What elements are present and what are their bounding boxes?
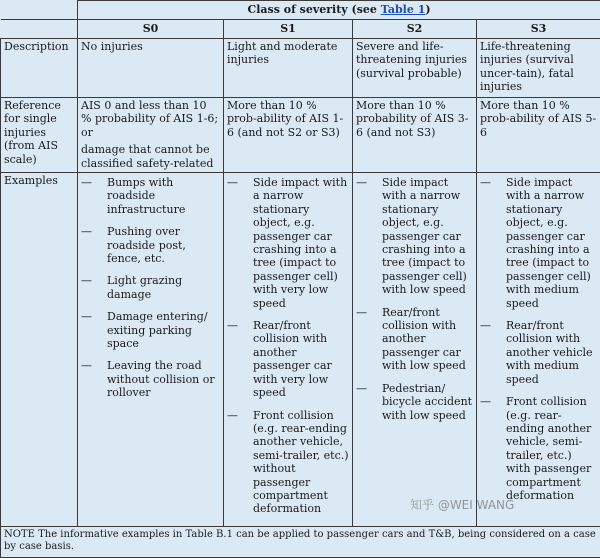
examples-s2-list <box>356 176 473 422</box>
example-item <box>227 319 349 399</box>
example-item <box>356 382 473 422</box>
example-text: Rear/front collision with another passenger car with very low speed <box>253 319 349 399</box>
examples-s3-list <box>480 176 597 502</box>
example-text: Side impact with a narrow stationary object, e.g. passenger car crashing into a tree (impact to passenger cell) with medium speed <box>506 176 597 310</box>
example-text: Front collision (e.g. rear-ending another vehicle, semi-trailer, etc.) without passenger compartment deformation <box>253 409 349 516</box>
examples-row <box>1 173 600 527</box>
examples-s2 <box>353 173 477 527</box>
level-s0: S0 <box>78 20 224 39</box>
examples-s0-list <box>81 176 220 400</box>
example-text: Bumps with roadside infrastructure <box>107 176 220 216</box>
example-item <box>81 310 220 350</box>
dash-bullet: — <box>480 176 506 310</box>
description-s2: Severe and life-threatening injuries (survival probable) <box>353 39 477 98</box>
example-text: Leaving the road without collision or rollover <box>107 359 220 399</box>
level-s3: S3 <box>477 20 600 39</box>
example-item <box>81 359 220 399</box>
example-item <box>480 176 597 310</box>
header-suffix: ) <box>425 3 430 16</box>
example-text: Damage entering/ exiting parking space <box>107 310 220 350</box>
reference-s0 <box>78 98 224 173</box>
note-text: NOTE The informative examples in Table B.1 can be applied to passenger cars and T&B, being considered on a case by case basis. <box>1 526 600 557</box>
reference-s0-line1: AIS 0 and less than 10 % probability of AIS 1-6; or <box>81 99 220 139</box>
example-item <box>356 176 473 297</box>
example-item <box>81 225 220 265</box>
dash-bullet: — <box>81 310 107 350</box>
example-item <box>81 274 220 301</box>
example-item <box>480 319 597 386</box>
level-s1: S1 <box>224 20 353 39</box>
example-text: Rear/front collision with another vehicle with medium speed <box>506 319 597 386</box>
example-item <box>227 176 349 310</box>
dash-bullet: — <box>356 306 382 373</box>
description-s0: No injuries <box>78 39 224 98</box>
header-text: Class of severity (see <box>247 3 380 16</box>
example-text: Front collision (e.g. rear-ending another vehicle, semi-trailer, etc.) with passenger compartment deformation <box>506 395 597 502</box>
example-text: Light grazing damage <box>107 274 220 301</box>
example-text: Side impact with a narrow stationary object, e.g. passenger car crashing into a tree (impact to passenger cell) with low speed <box>382 176 473 297</box>
examples-s3 <box>477 173 600 527</box>
note-row <box>1 526 600 557</box>
dash-bullet: — <box>356 382 382 422</box>
description-s3: Life-threatening injuries (survival uncer-tain), fatal injuries <box>477 39 600 98</box>
dash-bullet: — <box>81 176 107 216</box>
dash-bullet: — <box>227 176 253 310</box>
dash-bullet: — <box>81 225 107 265</box>
description-label: Description <box>1 39 78 98</box>
dash-bullet: — <box>480 395 506 502</box>
dash-bullet: — <box>81 359 107 399</box>
reference-s1: More than 10 % prob-ability of AIS 1-6 (and not S2 or S3) <box>224 98 353 173</box>
reference-s3: More than 10 % prob-ability of AIS 5-6 <box>477 98 600 173</box>
corner-blank-2 <box>1 20 78 39</box>
dash-bullet: — <box>227 409 253 516</box>
example-text: Side impact with a narrow stationary object, e.g. passenger car crashing into a tree (impact to passenger cell) with very low speed <box>253 176 349 310</box>
dash-bullet: — <box>356 176 382 297</box>
example-item <box>81 176 220 216</box>
watermark: 知乎 @WEI WANG <box>410 496 514 513</box>
example-text: Pushing over roadside post, fence, etc. <box>107 225 220 265</box>
dash-bullet: — <box>227 319 253 399</box>
example-item <box>227 409 349 516</box>
dash-bullet: — <box>480 319 506 386</box>
examples-s0 <box>78 173 224 527</box>
example-text: Pedestrian/ bicycle accident with low speed <box>382 382 473 422</box>
example-item <box>356 306 473 373</box>
dash-bullet: — <box>81 274 107 301</box>
class-of-severity-header <box>78 1 600 20</box>
description-row <box>1 39 600 98</box>
example-text: Rear/front collision with another passenger car with low speed <box>382 306 473 373</box>
examples-label: Examples <box>1 173 78 527</box>
level-s2: S2 <box>353 20 477 39</box>
examples-s1 <box>224 173 353 527</box>
examples-s1-list <box>227 176 349 516</box>
corner-blank <box>1 1 78 20</box>
table-1-link[interactable]: Table 1 <box>381 3 426 16</box>
description-s1: Light and moderate injuries <box>224 39 353 98</box>
reference-s2: More than 10 % probability of AIS 3-6 (and not S3) <box>353 98 477 173</box>
reference-row <box>1 98 600 173</box>
reference-label: Reference for single injuries (from AIS scale) <box>1 98 78 173</box>
example-item <box>480 395 597 502</box>
reference-s0-line2: damage that cannot be classified safety-related <box>81 143 220 170</box>
